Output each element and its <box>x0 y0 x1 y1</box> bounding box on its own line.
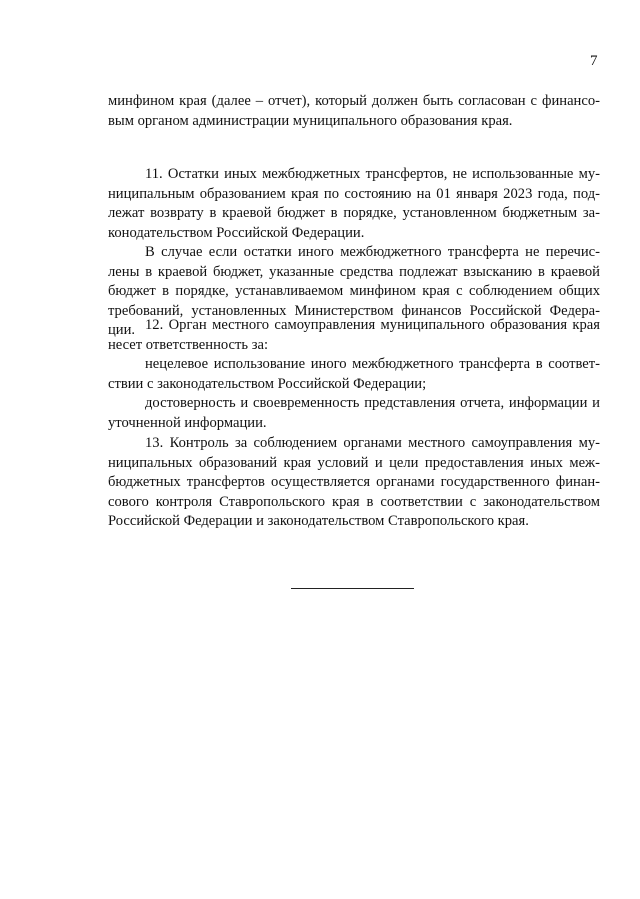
text-line: 11. Остатки иных межбюджетных трансфертов, не использованные му- <box>145 166 600 182</box>
text-line: нецелевое использование иного межбюджетного трансферта в соответ- <box>145 356 600 372</box>
text-line: минфином края (далее – отчет), который должен быть согласован с финансо- <box>108 93 600 109</box>
paragraph-item-11 <box>108 165 600 341</box>
text-line: ствии с законодательством Российской Федерации; <box>108 375 427 392</box>
text-line: ниципальным образованием края по состоянию на 01 января 2023 года, под- <box>108 185 600 202</box>
paragraph-item-12 <box>108 316 600 433</box>
text-line: достоверность и своевременность представления отчета, информации и <box>145 395 600 411</box>
text-line: В случае если остатки иного межбюджетного трансферта не перечис- <box>145 244 600 260</box>
text-line: 13. Контроль за соблюдением органами местного самоуправления му- <box>145 435 600 451</box>
text-line: требований, установленных Министерством финансов Российской Федера- <box>108 302 600 319</box>
text-line: лежат возврату в краевой бюджет в порядке, установленном бюджетным за- <box>108 205 600 221</box>
page-number: 7 <box>590 53 598 69</box>
text-line: конодательством Российской Федерации. <box>108 224 365 241</box>
paragraph-continuation <box>108 92 600 131</box>
text-line: несет ответственность за: <box>108 336 269 353</box>
text-line: 12. Орган местного самоуправления муниципального образования края <box>145 317 600 333</box>
text-line: ции. <box>108 322 136 338</box>
text-line: Российской Федерации и законодательством Ставропольского края. <box>108 513 529 529</box>
text-line: ниципальных образований края условий и цели предоставления иных меж- <box>108 454 600 471</box>
text-line: бюджет в порядке, устанавливаемом минфином края с соблюдением общих <box>108 283 600 299</box>
text-line: лены в краевой бюджет, указанные средства подлежат взысканию в краевой <box>108 263 600 280</box>
text-line: сового контроля Ставропольского края в соответствии с законодательством <box>108 493 600 510</box>
paragraph-item-13 <box>108 434 600 532</box>
text-line: вым органом администрации муниципального образования края. <box>108 112 513 129</box>
text-line: бюджетных трансфертов осуществляется органами государственного финан- <box>108 474 600 490</box>
closing-rule <box>291 588 414 589</box>
text-line: уточненной информации. <box>108 414 267 431</box>
